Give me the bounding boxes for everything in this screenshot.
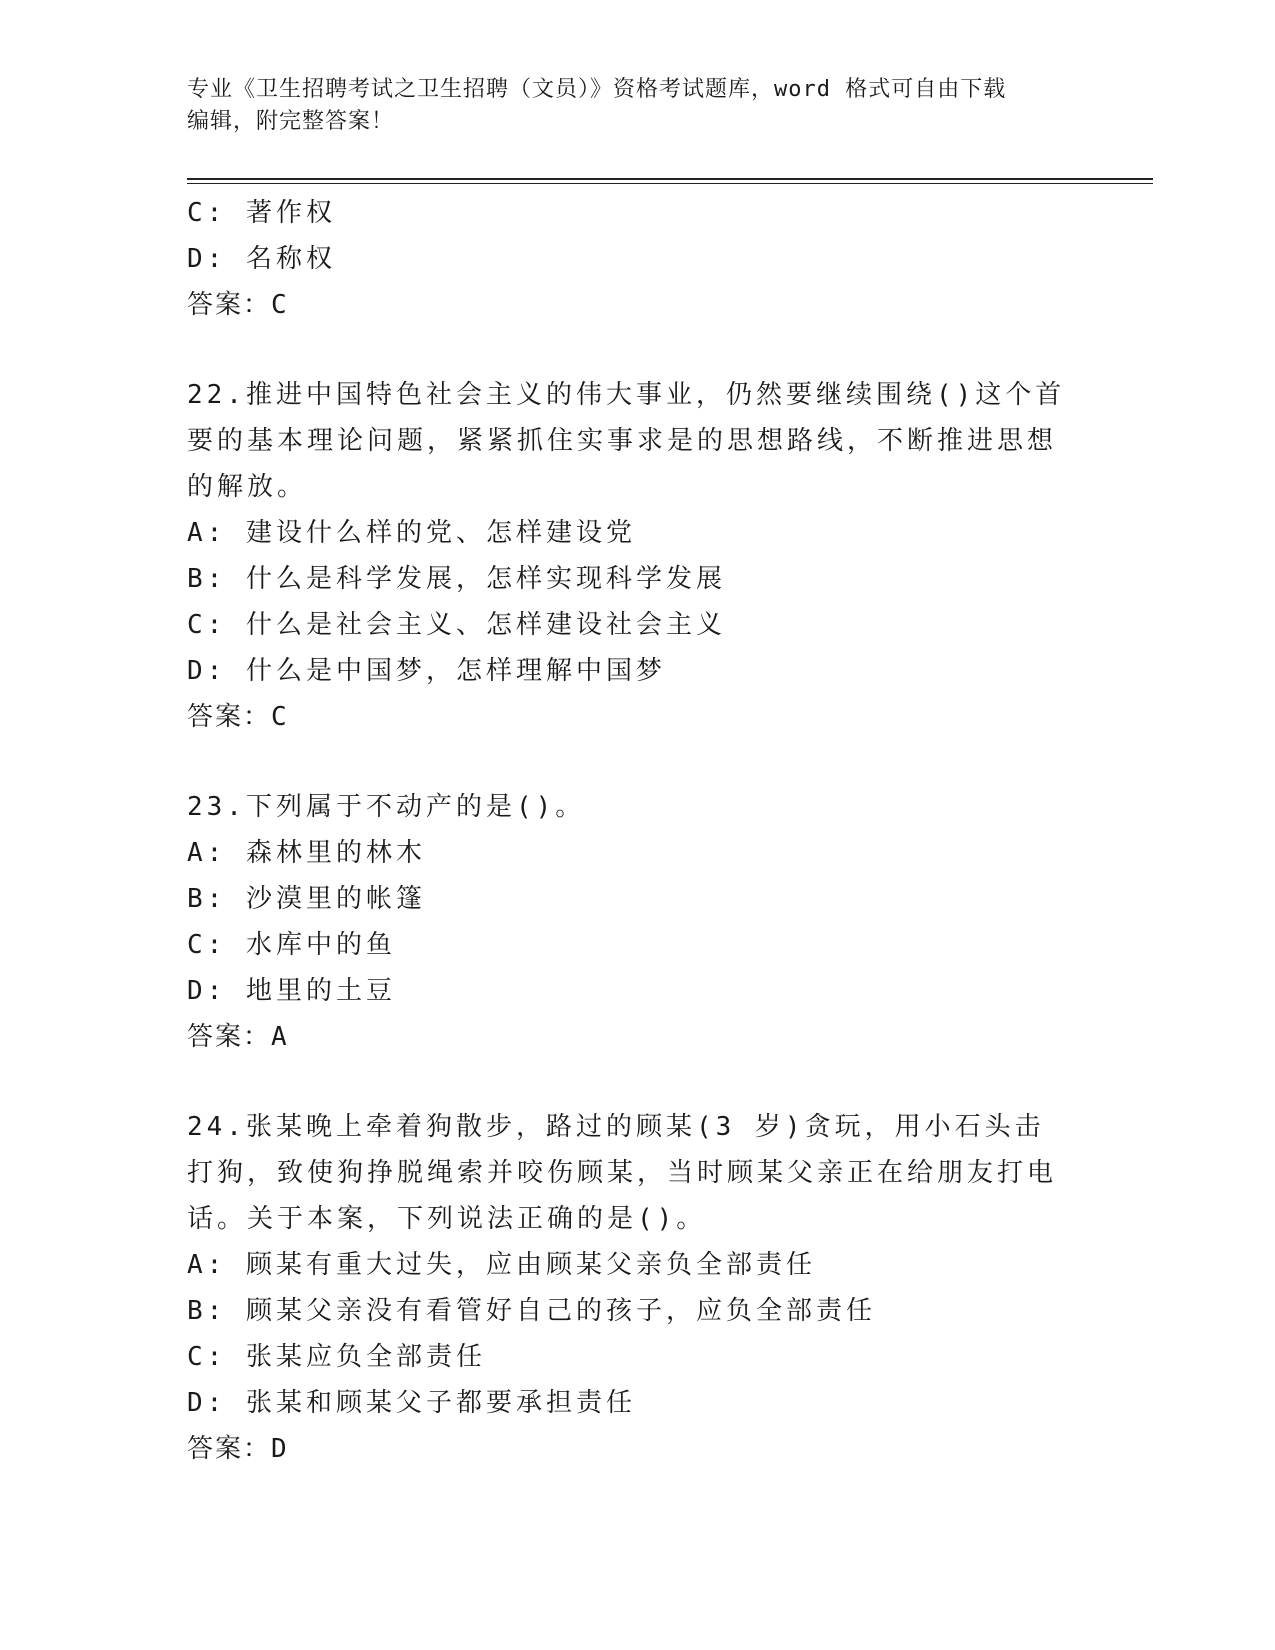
header-line-2: 编辑，附完整答案！ <box>187 109 395 134</box>
option-d: D: 什么是中国梦，怎样理解中国梦 <box>187 656 666 686</box>
spacer <box>187 328 1087 372</box>
option-d: D: 张某和顾某父子都要承担责任 <box>187 1388 636 1418</box>
question-stem: 22.推进中国特色社会主义的伟大事业，仍然要继续围绕()这个首要的基本理论问题，紧紧抓住实事求是的思想路线，不断推进思想的解放。 <box>187 380 1066 502</box>
question-list <box>187 190 1087 1472</box>
header-divider-thick <box>187 178 1153 180</box>
header-divider-thin <box>187 183 1153 184</box>
spacer <box>187 740 1087 784</box>
option-b: B: 沙漠里的帐篷 <box>187 884 426 914</box>
header-line-1: 专业《卫生招聘考试之卫生招聘（文员）》资格考试题库，word 格式可自由下载 <box>187 77 1007 102</box>
option-c: C: 张某应负全部责任 <box>187 1342 486 1372</box>
option-a: A: 森林里的林木 <box>187 838 426 868</box>
option-d: D: 名称权 <box>187 244 336 274</box>
question-stem: 24.张某晚上牵着狗散步，路过的顾某(3 岁)贪玩，用小石头击打狗，致使狗挣脱绳索并咬伤顾某，当时顾某父亲正在给朋友打电话。关于本案，下列说法正确的是()。 <box>187 1112 1058 1234</box>
question-stem: 23.下列属于不动产的是()。 <box>187 792 586 822</box>
question-23 <box>187 784 1087 1060</box>
option-c: C: 著作权 <box>187 198 336 228</box>
option-a: A: 顾某有重大过失，应由顾某父亲负全部责任 <box>187 1250 816 1280</box>
option-c: C: 什么是社会主义、怎样建设社会主义 <box>187 610 726 640</box>
answer: 答案：C <box>187 702 289 732</box>
option-a: A: 建设什么样的党、怎样建设党 <box>187 518 636 548</box>
question-21-tail <box>187 190 1087 328</box>
spacer <box>187 1060 1087 1104</box>
answer: 答案：C <box>187 290 289 320</box>
answer: 答案：A <box>187 1022 289 1052</box>
question-24 <box>187 1104 1087 1472</box>
option-c: C: 水库中的鱼 <box>187 930 396 960</box>
document-header <box>187 74 1087 138</box>
question-22 <box>187 372 1087 740</box>
option-d: D: 地里的土豆 <box>187 976 396 1006</box>
option-b: B: 什么是科学发展，怎样实现科学发展 <box>187 564 726 594</box>
answer: 答案：D <box>187 1434 289 1464</box>
option-b: B: 顾某父亲没有看管好自己的孩子，应负全部责任 <box>187 1296 876 1326</box>
